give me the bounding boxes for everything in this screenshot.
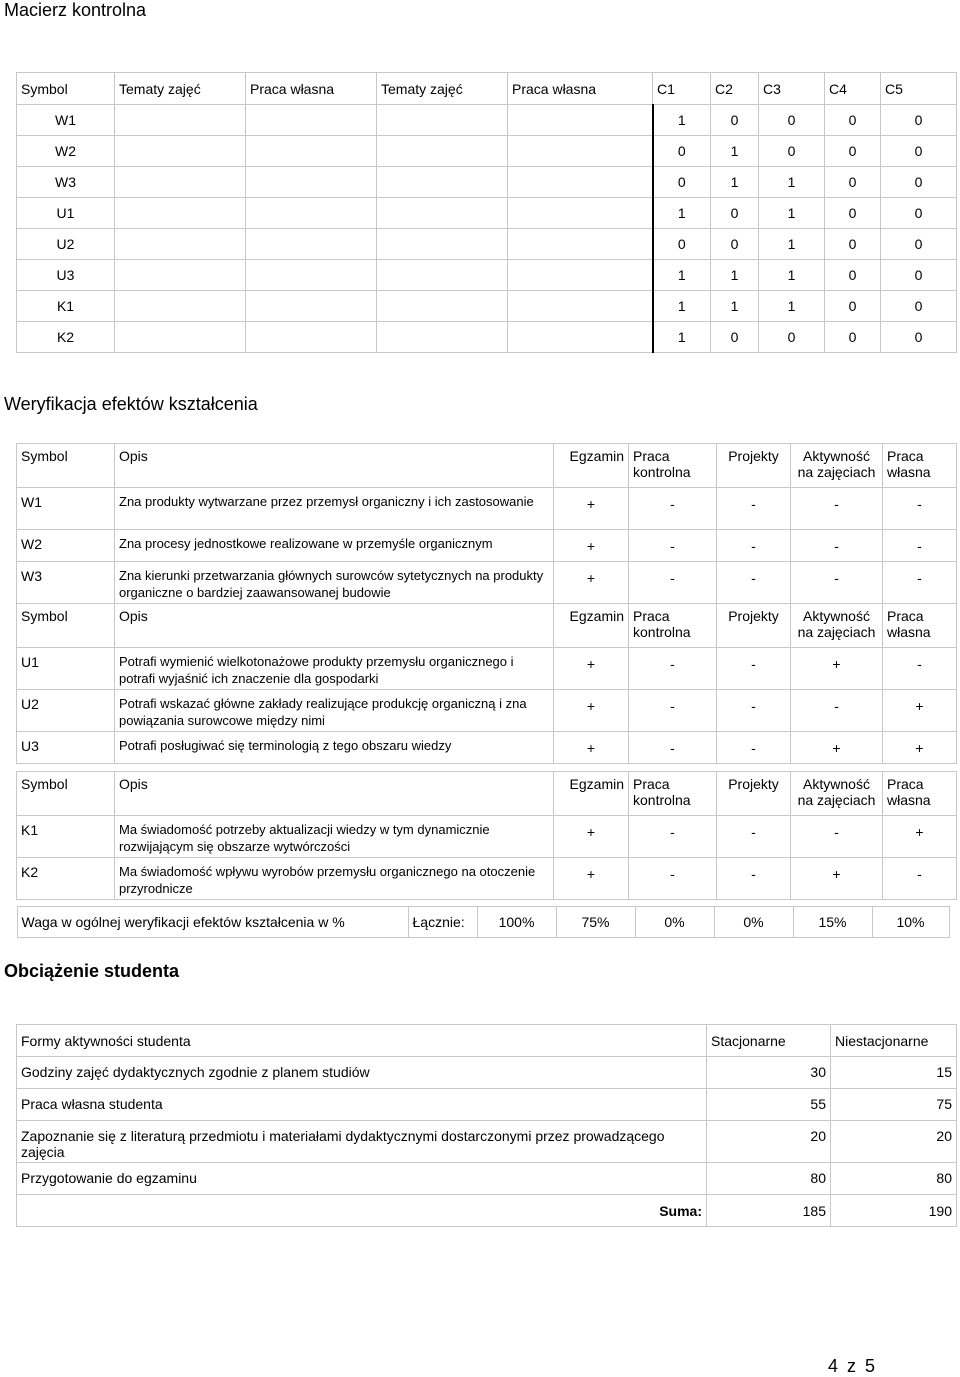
row-opis: Potrafi wymienić wielkotonażowe produkty przemysłu organicznego i potrafi wyjaśnić ich znaczenie dla gospodarki xyxy=(115,648,554,690)
matrix-value: 0 xyxy=(881,105,957,136)
header-cell: C2 xyxy=(711,73,759,105)
row-label: Zapoznanie się z literaturą przedmiotu i materiałami dydaktycznymi dostarczonymi przez prowadzącego zajęcia xyxy=(17,1121,707,1163)
waga-flex xyxy=(17,906,957,938)
row-mark: - xyxy=(717,562,791,604)
weryfikacja-header-row xyxy=(17,604,957,648)
matrix-value: 1 xyxy=(711,291,759,322)
macierz-row xyxy=(17,105,957,136)
empty-cell xyxy=(246,260,377,291)
weryfikacja-row xyxy=(17,648,957,690)
waga-value: 10% xyxy=(872,906,950,938)
waga-row xyxy=(17,906,957,938)
matrix-value: 0 xyxy=(825,167,881,198)
matrix-value: 1 xyxy=(759,260,825,291)
header-line: na zajęciach xyxy=(797,464,876,480)
weryfikacja-row xyxy=(17,816,957,858)
suma-stacjonarne: 185 xyxy=(707,1195,831,1227)
empty-cell xyxy=(246,136,377,167)
obciazenie-row xyxy=(17,1089,957,1121)
row-symbol: K1 xyxy=(17,291,115,322)
matrix-value: 0 xyxy=(711,198,759,229)
header-praca-wlasna xyxy=(883,772,957,816)
row-niestacjonarne: 80 xyxy=(831,1163,957,1195)
row-stacjonarne: 80 xyxy=(707,1163,831,1195)
matrix-value: 0 xyxy=(881,167,957,198)
row-mark: - xyxy=(883,562,957,604)
matrix-value: 0 xyxy=(653,136,711,167)
row-opis: Ma świadomość potrzeby aktualizacji wiedzy w tym dynamicznie rozwijającym się obszarze wytwórczości xyxy=(115,816,554,858)
row-mark: - xyxy=(629,488,717,530)
header-cell: Symbol xyxy=(17,73,115,105)
macierz-row xyxy=(17,198,957,229)
header-opis: Opis xyxy=(115,772,554,816)
header-line: kontrolna xyxy=(633,464,691,480)
row-mark: - xyxy=(717,690,791,732)
row-symbol: U1 xyxy=(17,648,115,690)
row-symbol: W3 xyxy=(17,167,115,198)
empty-cell xyxy=(246,105,377,136)
header-egzamin: Egzamin xyxy=(554,772,629,816)
row-symbol: W1 xyxy=(17,488,115,530)
header-line: kontrolna xyxy=(633,624,691,640)
waga-value: 0% xyxy=(635,906,715,938)
empty-cell xyxy=(115,291,246,322)
header-cell: Praca własna xyxy=(508,73,653,105)
row-mark: - xyxy=(791,488,883,530)
matrix-value: 0 xyxy=(653,167,711,198)
header-cell: Formy aktywności studenta xyxy=(17,1025,707,1057)
matrix-value: 0 xyxy=(825,260,881,291)
row-mark: + xyxy=(554,816,629,858)
row-symbol: U2 xyxy=(17,229,115,260)
row-mark: - xyxy=(791,562,883,604)
empty-cell xyxy=(508,322,653,353)
header-projekty: Projekty xyxy=(717,604,791,648)
macierz-row xyxy=(17,322,957,353)
matrix-value: 1 xyxy=(653,260,711,291)
section-title-obciazenie: Obciążenie studenta xyxy=(4,961,180,981)
header-opis: Opis xyxy=(115,444,554,488)
row-label: Praca własna studenta xyxy=(17,1089,707,1121)
header-opis: Opis xyxy=(115,604,554,648)
empty-cell xyxy=(246,291,377,322)
header-praca-wlasna xyxy=(883,444,957,488)
matrix-value: 0 xyxy=(881,291,957,322)
obciazenie-row xyxy=(17,1163,957,1195)
row-mark: + xyxy=(554,690,629,732)
matrix-value: 0 xyxy=(653,229,711,260)
matrix-value: 0 xyxy=(825,105,881,136)
row-mark: - xyxy=(717,530,791,562)
header-line: kontrolna xyxy=(633,792,691,808)
weryfikacja-row xyxy=(17,530,957,562)
row-symbol: K1 xyxy=(17,816,115,858)
matrix-value: 1 xyxy=(711,260,759,291)
matrix-value: 1 xyxy=(759,198,825,229)
row-stacjonarne: 55 xyxy=(707,1089,831,1121)
row-symbol: W1 xyxy=(17,105,115,136)
row-symbol: U2 xyxy=(17,690,115,732)
spacer-cell xyxy=(17,764,957,772)
macierz-row xyxy=(17,229,957,260)
matrix-value: 1 xyxy=(759,229,825,260)
matrix-value: 1 xyxy=(653,322,711,353)
weryfikacja-row xyxy=(17,690,957,732)
empty-cell xyxy=(115,260,246,291)
row-mark: + xyxy=(554,562,629,604)
empty-cell xyxy=(508,136,653,167)
row-symbol: W3 xyxy=(17,562,115,604)
matrix-value: 0 xyxy=(759,105,825,136)
weryfikacja-row xyxy=(17,858,957,900)
row-label: Przygotowanie do egzaminu xyxy=(17,1163,707,1195)
suma-row xyxy=(17,1195,957,1227)
empty-cell xyxy=(246,198,377,229)
empty-cell xyxy=(377,198,508,229)
empty-cell xyxy=(508,260,653,291)
header-cell: C5 xyxy=(881,73,957,105)
empty-cell xyxy=(115,229,246,260)
weryfikacja-row xyxy=(17,562,957,604)
row-mark: - xyxy=(883,530,957,562)
header-cell: C1 xyxy=(653,73,711,105)
empty-cell xyxy=(508,105,653,136)
empty-cell xyxy=(115,136,246,167)
row-mark: - xyxy=(883,488,957,530)
row-mark: + xyxy=(554,648,629,690)
header-projekty: Projekty xyxy=(717,444,791,488)
weryfikacja-row xyxy=(17,488,957,530)
header-cell: Tematy zajęć xyxy=(115,73,246,105)
empty-cell xyxy=(377,291,508,322)
weryfikacja-row xyxy=(17,732,957,764)
obciazenie-row xyxy=(17,1057,957,1089)
header-line: Praca xyxy=(633,776,670,792)
waga-lacznie: Łącznie: xyxy=(408,906,478,938)
waga-value: 15% xyxy=(793,906,873,938)
section-title-macierz: Macierz kontrolna xyxy=(4,0,147,20)
header-praca-kontrolna xyxy=(629,772,717,816)
matrix-value: 0 xyxy=(711,229,759,260)
matrix-value: 0 xyxy=(825,198,881,229)
header-aktywnosc xyxy=(791,444,883,488)
matrix-value: 1 xyxy=(759,291,825,322)
row-mark: + xyxy=(883,816,957,858)
header-line: własna xyxy=(887,792,931,808)
header-praca-kontrolna xyxy=(629,444,717,488)
empty-cell xyxy=(508,167,653,198)
row-mark: + xyxy=(791,732,883,764)
row-opis: Zna procesy jednostkowe realizowane w przemyśle organicznym xyxy=(115,530,554,562)
matrix-value: 0 xyxy=(825,291,881,322)
header-egzamin: Egzamin xyxy=(554,604,629,648)
matrix-value: 1 xyxy=(711,136,759,167)
row-mark: - xyxy=(791,530,883,562)
header-line: własna xyxy=(887,464,931,480)
empty-cell xyxy=(246,167,377,198)
row-symbol: W2 xyxy=(17,136,115,167)
header-praca-wlasna xyxy=(883,604,957,648)
row-niestacjonarne: 20 xyxy=(831,1121,957,1163)
header-line: Aktywność xyxy=(803,608,870,624)
header-aktywnosc xyxy=(791,604,883,648)
empty-cell xyxy=(377,322,508,353)
weryfikacja-header-row xyxy=(17,772,957,816)
header-cell: Niestacjonarne xyxy=(831,1025,957,1057)
row-mark: - xyxy=(717,858,791,900)
macierz-header-row xyxy=(17,73,957,105)
empty-cell xyxy=(377,136,508,167)
suma-niestacjonarne: 190 xyxy=(831,1195,957,1227)
row-mark: - xyxy=(629,732,717,764)
empty-cell xyxy=(115,198,246,229)
header-symbol: Symbol xyxy=(17,444,115,488)
row-mark: - xyxy=(883,858,957,900)
weryfikacja-table xyxy=(16,443,957,938)
matrix-value: 0 xyxy=(881,260,957,291)
header-praca-kontrolna xyxy=(629,604,717,648)
row-symbol: W2 xyxy=(17,530,115,562)
waga-value: 0% xyxy=(714,906,794,938)
suma-label: Suma: xyxy=(17,1195,707,1227)
matrix-value: 0 xyxy=(759,322,825,353)
row-mark: + xyxy=(554,488,629,530)
header-egzamin: Egzamin xyxy=(554,444,629,488)
header-line: Praca xyxy=(887,776,924,792)
row-niestacjonarne: 15 xyxy=(831,1057,957,1089)
row-mark: + xyxy=(883,690,957,732)
header-line: Aktywność xyxy=(803,776,870,792)
macierz-row xyxy=(17,291,957,322)
empty-cell xyxy=(115,105,246,136)
section-title-weryfikacja: Weryfikacja efektów kształcenia xyxy=(4,394,258,414)
matrix-value: 1 xyxy=(653,198,711,229)
row-mark: - xyxy=(629,858,717,900)
row-symbol: K2 xyxy=(17,858,115,900)
header-cell: C3 xyxy=(759,73,825,105)
macierz-row xyxy=(17,260,957,291)
header-line: na zajęciach xyxy=(797,792,876,808)
macierz-table xyxy=(16,72,957,353)
row-opis: Zna kierunki przetwarzania głównych surowców sytetycznych na produkty organiczne o bardziej zaawansowanej budowie xyxy=(115,562,554,604)
row-mark: - xyxy=(883,648,957,690)
header-cell: Stacjonarne xyxy=(707,1025,831,1057)
row-mark: + xyxy=(791,858,883,900)
waga-value: 75% xyxy=(556,906,636,938)
row-mark: + xyxy=(554,858,629,900)
row-mark: + xyxy=(554,530,629,562)
matrix-value: 0 xyxy=(825,136,881,167)
header-line: na zajęciach xyxy=(797,624,876,640)
row-mark: - xyxy=(629,690,717,732)
header-line: Praca xyxy=(633,608,670,624)
obciazenie-table xyxy=(16,1024,957,1227)
row-symbol: K2 xyxy=(17,322,115,353)
empty-cell xyxy=(508,291,653,322)
matrix-value: 0 xyxy=(881,136,957,167)
row-symbol: U3 xyxy=(17,260,115,291)
header-symbol: Symbol xyxy=(17,604,115,648)
empty-cell xyxy=(246,322,377,353)
row-mark: - xyxy=(629,530,717,562)
row-mark: - xyxy=(717,816,791,858)
row-opis: Ma świadomość wpływu wyrobów przemysłu organicznego na otoczenie przyrodnicze xyxy=(115,858,554,900)
header-aktywnosc xyxy=(791,772,883,816)
header-cell: C4 xyxy=(825,73,881,105)
header-line: własna xyxy=(887,624,931,640)
empty-cell xyxy=(508,229,653,260)
matrix-value: 0 xyxy=(881,229,957,260)
row-mark: - xyxy=(629,648,717,690)
header-symbol: Symbol xyxy=(17,772,115,816)
row-symbol: U1 xyxy=(17,198,115,229)
empty-cell xyxy=(377,105,508,136)
empty-cell xyxy=(246,229,377,260)
header-cell: Praca własna xyxy=(246,73,377,105)
row-mark: + xyxy=(883,732,957,764)
header-cell: Tematy zajęć xyxy=(377,73,508,105)
waga-full-cell xyxy=(17,906,957,938)
row-mark: - xyxy=(629,816,717,858)
row-symbol: U3 xyxy=(17,732,115,764)
row-niestacjonarne: 75 xyxy=(831,1089,957,1121)
matrix-value: 0 xyxy=(759,136,825,167)
row-stacjonarne: 30 xyxy=(707,1057,831,1089)
header-line: Praca xyxy=(633,448,670,464)
row-opis: Potrafi wskazać główne zakłady realizujące produkcję organiczną i zna powiązania surowcowe między nimi xyxy=(115,690,554,732)
row-stacjonarne: 20 xyxy=(707,1121,831,1163)
row-mark: - xyxy=(717,488,791,530)
matrix-value: 0 xyxy=(881,198,957,229)
row-mark: + xyxy=(791,648,883,690)
weryfikacja-header-row xyxy=(17,444,957,488)
matrix-value: 1 xyxy=(653,291,711,322)
matrix-value: 0 xyxy=(825,322,881,353)
row-opis: Zna produkty wytwarzane przez przemysł organiczny i ich zastosowanie xyxy=(115,488,554,530)
macierz-row xyxy=(17,136,957,167)
macierz-row xyxy=(17,167,957,198)
row-mark: - xyxy=(717,732,791,764)
header-line: Praca xyxy=(887,608,924,624)
row-mark: - xyxy=(629,562,717,604)
header-line: Aktywność xyxy=(803,448,870,464)
spacer-row xyxy=(17,764,957,772)
matrix-value: 1 xyxy=(653,105,711,136)
matrix-value: 1 xyxy=(759,167,825,198)
header-projekty: Projekty xyxy=(717,772,791,816)
row-opis: Potrafi posługiwać się terminologią z tego obszaru wiedzy xyxy=(115,732,554,764)
row-label: Godziny zajęć dydaktycznych zgodnie z planem studiów xyxy=(17,1057,707,1089)
row-mark: - xyxy=(717,648,791,690)
matrix-value: 0 xyxy=(825,229,881,260)
empty-cell xyxy=(508,198,653,229)
page-number: 4 z 5 xyxy=(828,1356,878,1376)
empty-cell xyxy=(377,229,508,260)
obciazenie-row xyxy=(17,1121,957,1163)
empty-cell xyxy=(115,322,246,353)
waga-value: 100% xyxy=(477,906,557,938)
matrix-value: 1 xyxy=(711,167,759,198)
obciazenie-header-row xyxy=(17,1025,957,1057)
empty-cell xyxy=(377,260,508,291)
header-line: Praca xyxy=(887,448,924,464)
matrix-value: 0 xyxy=(711,322,759,353)
row-mark: - xyxy=(791,816,883,858)
matrix-value: 0 xyxy=(881,322,957,353)
row-mark: + xyxy=(554,732,629,764)
empty-cell xyxy=(377,167,508,198)
waga-label: Waga w ogólnej weryfikacji efektów kształcenia w % xyxy=(17,906,409,938)
empty-cell xyxy=(115,167,246,198)
row-mark: - xyxy=(791,690,883,732)
matrix-value: 0 xyxy=(711,105,759,136)
